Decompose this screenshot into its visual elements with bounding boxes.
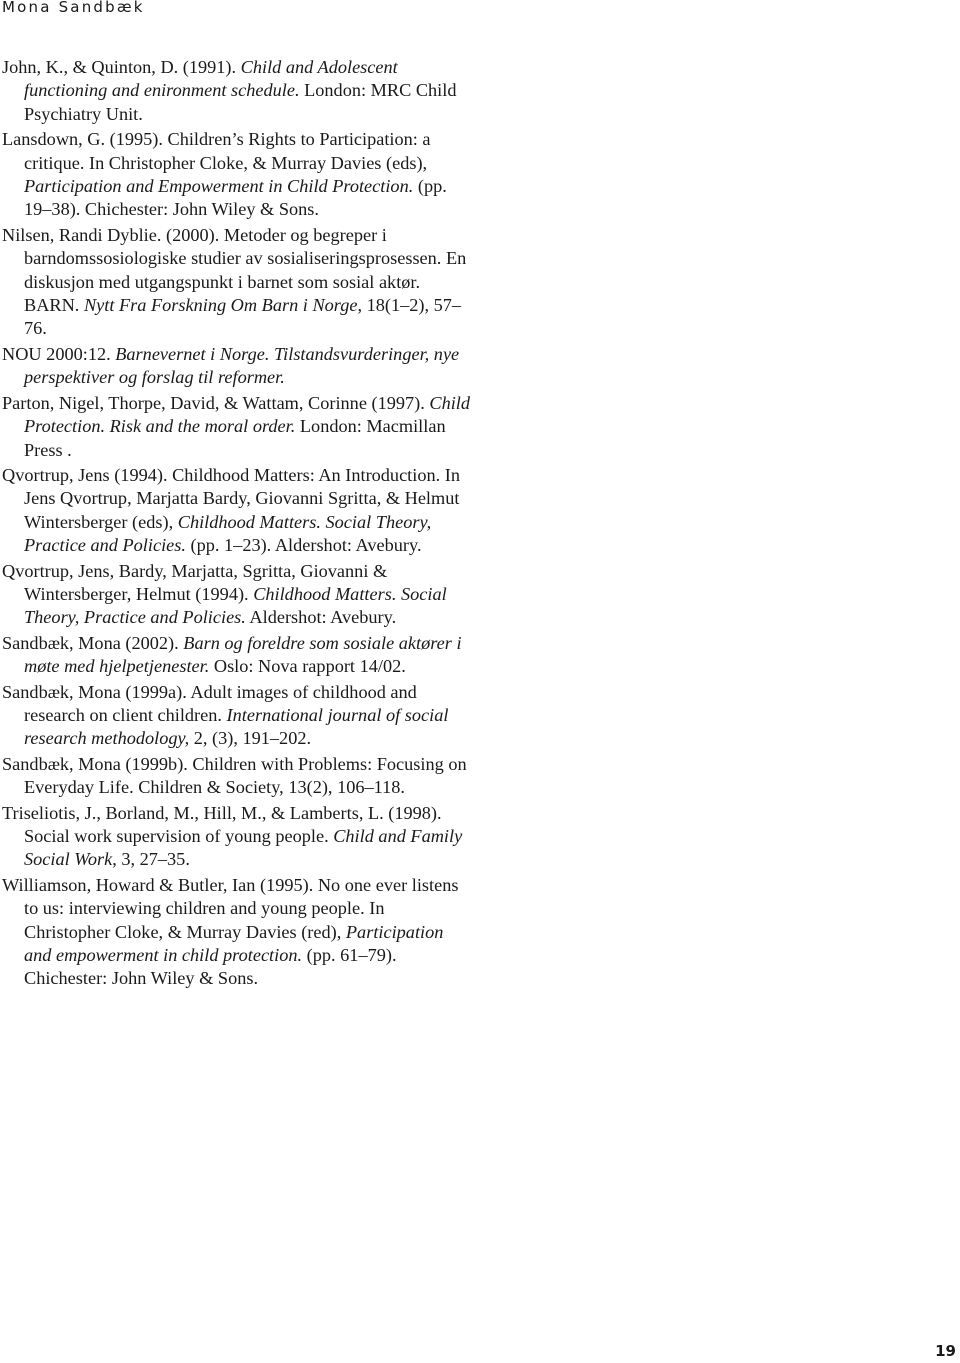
reference-title-text: Child Protection. Risk and the moral order.	[24, 392, 471, 437]
reference-text: , 18(1–2), 57–76.	[24, 295, 462, 339]
reference-entry	[2, 681, 472, 751]
reference-text: NOU 2000:12.	[2, 343, 116, 364]
page-number: 19	[935, 1342, 956, 1360]
running-head: Mona Sandbæk	[2, 0, 145, 16]
reference-title-text: Childhood Matters. Social Theory, Practice and Policies.	[24, 583, 447, 628]
reference-text: Parton, Nigel, Thorpe, David, & Wattam, Corinne (1997).	[2, 392, 430, 413]
reference-title-text: Childhood Matters. Social Theory, Practice and Policies.	[24, 511, 432, 556]
reference-title-text: International journal of social research methodology,	[24, 704, 449, 749]
reference-entry	[2, 802, 472, 872]
reference-title-text: Barnevernet i Norge.	[115, 343, 270, 364]
reference-title-text: Nytt Fra Forskning Om Barn i Norge	[83, 295, 358, 316]
reference-text: Oslo: Nova rapport 14/02.	[209, 656, 406, 677]
reference-text: (pp. 61–79). Chichester: John Wiley & Sons.	[24, 945, 397, 989]
reference-text: London: Macmillan Press .	[24, 416, 446, 460]
reference-text: Sandbæk, Mona (2002).	[2, 632, 184, 653]
reference-text: (pp. 19–38). Chichester: John Wiley & Sons.	[24, 176, 447, 220]
reference-title-text: Tilstandsvurderinger, nye perspektiver og forslag til reformer.	[24, 343, 460, 388]
reference-entry	[2, 128, 472, 222]
reference-text: Sandbæk, Mona (1999a). Adult images of childhood and research on client children.	[2, 681, 417, 725]
reference-text: 2, (3), 191–202.	[189, 728, 312, 749]
reference-entry	[2, 392, 472, 462]
reference-text: John, K., & Quinton, D. (1991).	[2, 57, 241, 77]
reference-title-text: Barn og foreldre som sosiale aktører i møte med hjelpetjenester.	[24, 632, 462, 677]
reference-text: (pp. 1–23). Aldershot: Avebury.	[185, 535, 422, 556]
reference-text: Qvortrup, Jens, Bardy, Marjatta, Sgritta, Giovanni & Wintersberger, Helmut (1994).	[2, 560, 388, 604]
reference-entry	[2, 874, 472, 991]
reference-text: Qvortrup, Jens (1994). Childhood Matters: An Introduction. In Jens Qvortrup, Marjatta Bardy, Giovanni Sgritta, & Helmut Wintersberger (eds),	[2, 464, 460, 532]
reference-title-text: Child and Family Social Work	[24, 826, 463, 870]
reference-entry	[2, 632, 472, 679]
reference-text: Triseliotis, J., Borland, M., Hill, M., & Lamberts, L. (1998). Social work supervision of young people.	[2, 802, 442, 846]
reference-text: Lansdown, G. (1995). Children’s Rights to Participation: a critique. In Christopher Cloke, & Murray Davies (eds),	[2, 129, 431, 173]
reference-text: Williamson, Howard & Butler, Ian (1995). No one ever listens to us: interviewing children and young people. In Christopher Cloke, & Murray Davies (red),	[2, 874, 459, 942]
reference-title-text: Participation and Empowerment in Child Protection.	[24, 176, 414, 197]
reference-text: Aldershot: Avebury.	[245, 607, 397, 628]
reference-list	[2, 56, 472, 993]
reference-title-text: Participation and empowerment in child protection.	[24, 921, 444, 966]
reference-entry	[2, 224, 472, 341]
reference-entry	[2, 56, 472, 126]
reference-entry	[2, 464, 472, 558]
reference-text: Sandbæk, Mona (1999b). Children with Problems: Focusing on Everyday Life. Children & Society, 13(2), 106–118.	[2, 753, 467, 798]
reference-text: Nilsen, Randi Dyblie. (2000). Metoder og begreper i barndomssosiologiske studier av sosialiseringsprosessen. En diskusjon med utgangspunkt i barnet som sosial aktør. BARN.	[2, 224, 467, 316]
reference-title-text: Child and Adolescent functioning and enironment schedule.	[24, 57, 398, 101]
reference-entry	[2, 343, 472, 390]
reference-entry	[2, 753, 472, 800]
reference-text: London: MRC Child Psychiatry Unit.	[24, 80, 457, 124]
reference-text: , 3, 27–35.	[112, 849, 190, 870]
reference-entry	[2, 560, 472, 630]
